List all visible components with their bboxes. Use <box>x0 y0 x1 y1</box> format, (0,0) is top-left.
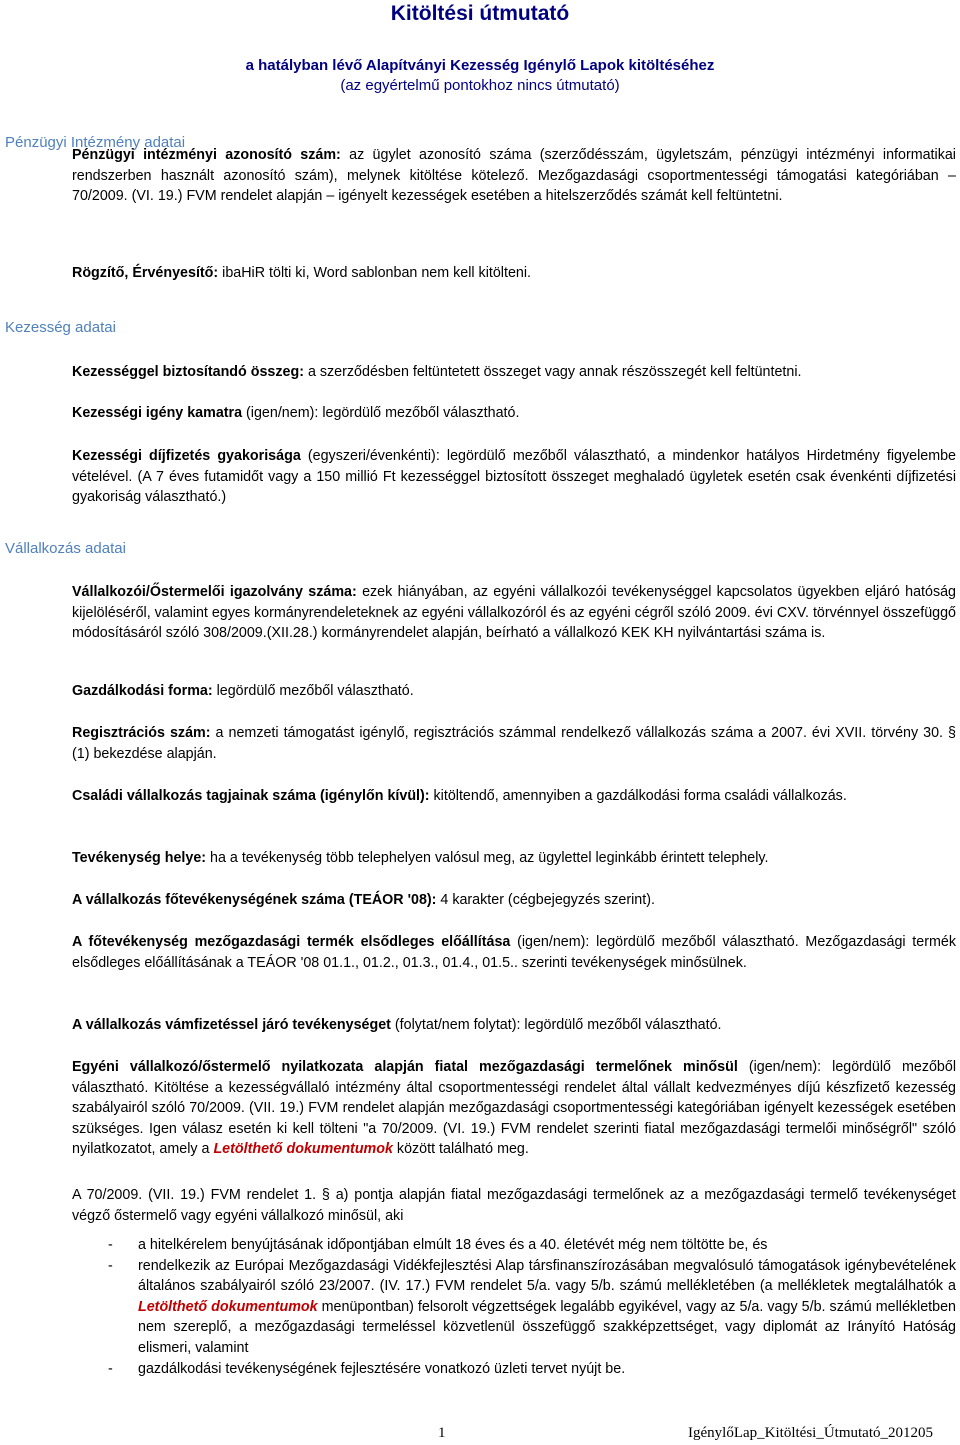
paragraph-fee-frequency <box>72 446 956 508</box>
term-activity-place: Tevékenység helye: <box>72 850 207 866</box>
section-heading-guarantee: Kezesség adatai <box>5 319 116 336</box>
term-institution-id: Pénzügyi intézményi azonosító szám: <box>72 147 341 163</box>
paragraph-primary-production <box>72 932 956 973</box>
list-item-text: menüpontban) felsorolt végzettségek legalább egyikével, vagy az 5/a. vagy 5/b. számú mellékletben nem szereplő, a mezőgazdasági termeléssel közvetlenül összefüggő szakképzettséget, vagy diplomát az Irányító Hatóság elismeri, valamint <box>138 1298 956 1356</box>
term-interest: Kezességi igény kamatra <box>72 405 243 421</box>
paragraph-main-activity <box>72 890 956 911</box>
term-business-form: Gazdálkodási forma: <box>72 683 213 699</box>
term-guarantee-amount: Kezességgel biztosítandó összeg: <box>72 364 304 380</box>
paragraph-guarantee-amount <box>72 362 956 383</box>
list-item <box>72 1235 956 1256</box>
document-subtitle: a hatályban lévő Alapítványi Kezesség Igénylő Lapok kitöltéséhez <box>245 57 715 74</box>
downloadable-documents-link[interactable]: Letölthető dokumentumok <box>138 1298 318 1315</box>
desc-id-card: ezek hiányában, az egyéni vállalkozói tevékenységgel kapcsolatos ügyekben eljáró hatóság kijelöléséről, valamint egyes kormányrendeleteknek az egyéni vállalkozóról és az egyéni cégről szóló 2009. évi CXV. törvénnyel összefüggő módosításáról szóló 308/2009.(XII.28.) kormányrendelet alapján, beírható a vállalkozó KEK KH nyilvántartási száma is. <box>72 584 956 642</box>
paragraph-recorder <box>72 263 956 284</box>
desc-primary-production: (igen/nem): legördülő mezőből választható. Mezőgazdasági termék elsődleges előállításának a TEÁOR '08 01.1., 01.2., 01.3., 01.4., 01.5.. szerinti tevékenységek minősülnek. <box>72 934 956 971</box>
paragraph-registration <box>72 723 956 764</box>
desc-business-form: legördülő mezőből választható. <box>212 683 414 699</box>
desc-registration: a nemzeti támogatást igénylő, regisztrációs számmal rendelkező vállalkozás száma a 2007. évi XVII. törvény 30. § (1) bekezdése alapján. <box>72 725 956 762</box>
desc-young-farmer: (igen/nem): legördülő mezőből választható. Kitöltése a kezességvállaló intézmény által csoportmentességi rendelet által vállalt kedvezményes díjú készfizető kezesség szabályairól szóló 70/2009. (VII. 19.) FVM rendelet alapján mezőgazdasági csoportmentességi kategóriában igényelt kezességek esetében szükséges. Igen válasz esetén ki kell tölteni "a 70/2009. (VI. 19.) FVM rendelet szerinti fiatal mezőgazdasági termelői minőségről" szóló nyilatkozatot, amely a <box>72 1059 957 1158</box>
document-title: Kitöltési útmutató <box>390 2 570 25</box>
term-primary-production: A főtevékenység mezőgazdasági termék elsődleges előállítása <box>72 934 511 950</box>
desc-interest: (igen/nem): legördülő mezőből választható. <box>242 405 520 421</box>
desc-family-members: kitöltendő, amennyiben a gazdálkodási forma családi vállalkozás. <box>429 788 847 804</box>
document-subtitle-note: (az egyértelmű pontokhoz nincs útmutató) <box>340 77 620 94</box>
term-young-farmer: Egyéni vállalkozó/őstermelő nyilatkozata alapján fiatal mezőgazdasági termelőnek minősül <box>72 1059 738 1075</box>
term-customs: A vállalkozás vámfizetéssel járó tevékenységet <box>72 1017 391 1033</box>
paragraph-id-card <box>72 582 956 644</box>
desc-institution-id: az ügylet azonosító száma (szerződésszám, ügyletszám, pénzügyi intézményi informatikai rendszerben használt azonosító szám), melynek kitöltése kötelező. Mezőgazdasági csoportmentességi támogatási kategóriában – 70/2009. (VI. 19.) FVM rendelet alapján – igényelt kezességek esetében a hitelszerződés számát kell feltüntetni. <box>72 147 956 205</box>
term-recorder: Rögzítő, Érvényesítő: <box>72 265 219 281</box>
section-heading-financial-institution: Pénzügyi Intézmény adatai <box>5 134 186 151</box>
desc-activity-place: ha a tevékenység több telephelyen valósul meg, az ügylettel leginkább érintett telephely. <box>206 850 769 866</box>
section-heading-enterprise: Vállalkozás adatai <box>5 540 126 557</box>
list-item <box>72 1256 956 1359</box>
desc-fee-frequency: (egyszeri/évenkénti): legördülő mezőből választható, a mindenkor hatályos Hirdetmény figyelembe vételével. (A 7 éves futamidőt vagy a 150 millió Ft kezességgel biztosított összeget meghaladó ügyletek esetén csak évenkénti díjfizetési gyakoriság választható.) <box>72 448 957 506</box>
paragraph-activity-place <box>72 848 956 869</box>
desc-main-activity: 4 karakter (cégbejegyzés szerint). <box>436 892 655 908</box>
desc-recorder: ibaHiR tölti ki, Word sablonban nem kell kitölteni. <box>218 265 531 281</box>
term-family-members: Családi vállalkozás tagjainak száma (igénylőn kívül): <box>72 788 430 804</box>
paragraph-young-farmer <box>72 1057 956 1160</box>
downloadable-documents-link[interactable]: Letölthető dokumentumok <box>213 1141 393 1158</box>
paragraph-customs <box>72 1015 956 1036</box>
page-number: 1 <box>438 1425 446 1441</box>
paragraph-business-form <box>72 681 956 702</box>
list-item <box>72 1359 956 1380</box>
list-item-text: rendelkezik az Európai Mezőgazdasági Vidékfejlesztési Alap társfinanszírozásában megvalósuló támogatások igénybevételének általános szabályairól szóló 23/2007. (IV. 17.) FVM rendelet 5/a. vagy 5/b. számú mellékletében (a mellékletek megtalálhatók a <box>138 1257 956 1295</box>
list-item-text: gazdálkodási tevékenységének fejlesztésére vonatkozó üzleti tervet nyújt be. <box>138 1360 626 1377</box>
list-dash: - <box>108 1360 113 1377</box>
term-main-activity: A vállalkozás főtevékenységének száma (TEÁOR '08): <box>72 892 437 908</box>
paragraph-institution-id <box>72 145 956 207</box>
paragraph-young-farmer-definition: A 70/2009. (VII. 19.) FVM rendelet 1. § a) pontja alapján fiatal mezőgazdasági termelőnek az a mezőgazdasági termelő tevékenységet végző őstermelő vagy egyéni vállalkozó minősül, aki <box>72 1187 956 1224</box>
paragraph-interest <box>72 403 956 424</box>
term-fee-frequency: Kezességi díjfizetés gyakorisága <box>72 448 301 464</box>
desc-young-farmer-tail: között található meg. <box>392 1141 529 1158</box>
footer-filename: IgénylőLap_Kitöltési_Útmutató_201205 <box>688 1425 933 1441</box>
paragraph-family-members <box>72 786 956 807</box>
list-item-text: a hitelkérelem benyújtásának időpontjában elmúlt 18 éves és a 40. életévét még nem töltötte be, és <box>138 1237 768 1253</box>
term-registration: Regisztrációs szám: <box>72 725 211 741</box>
desc-customs: (folytat/nem folytat): legördülő mezőből választható. <box>390 1017 722 1033</box>
list-dash: - <box>108 1237 113 1253</box>
criteria-list <box>72 1235 956 1379</box>
desc-guarantee-amount: a szerződésben feltüntetett összeget vagy annak részösszegét kell feltüntetni. <box>303 364 802 380</box>
term-id-card: Vállalkozói/Őstermelői igazolvány száma: <box>72 584 357 600</box>
list-dash: - <box>108 1257 113 1274</box>
